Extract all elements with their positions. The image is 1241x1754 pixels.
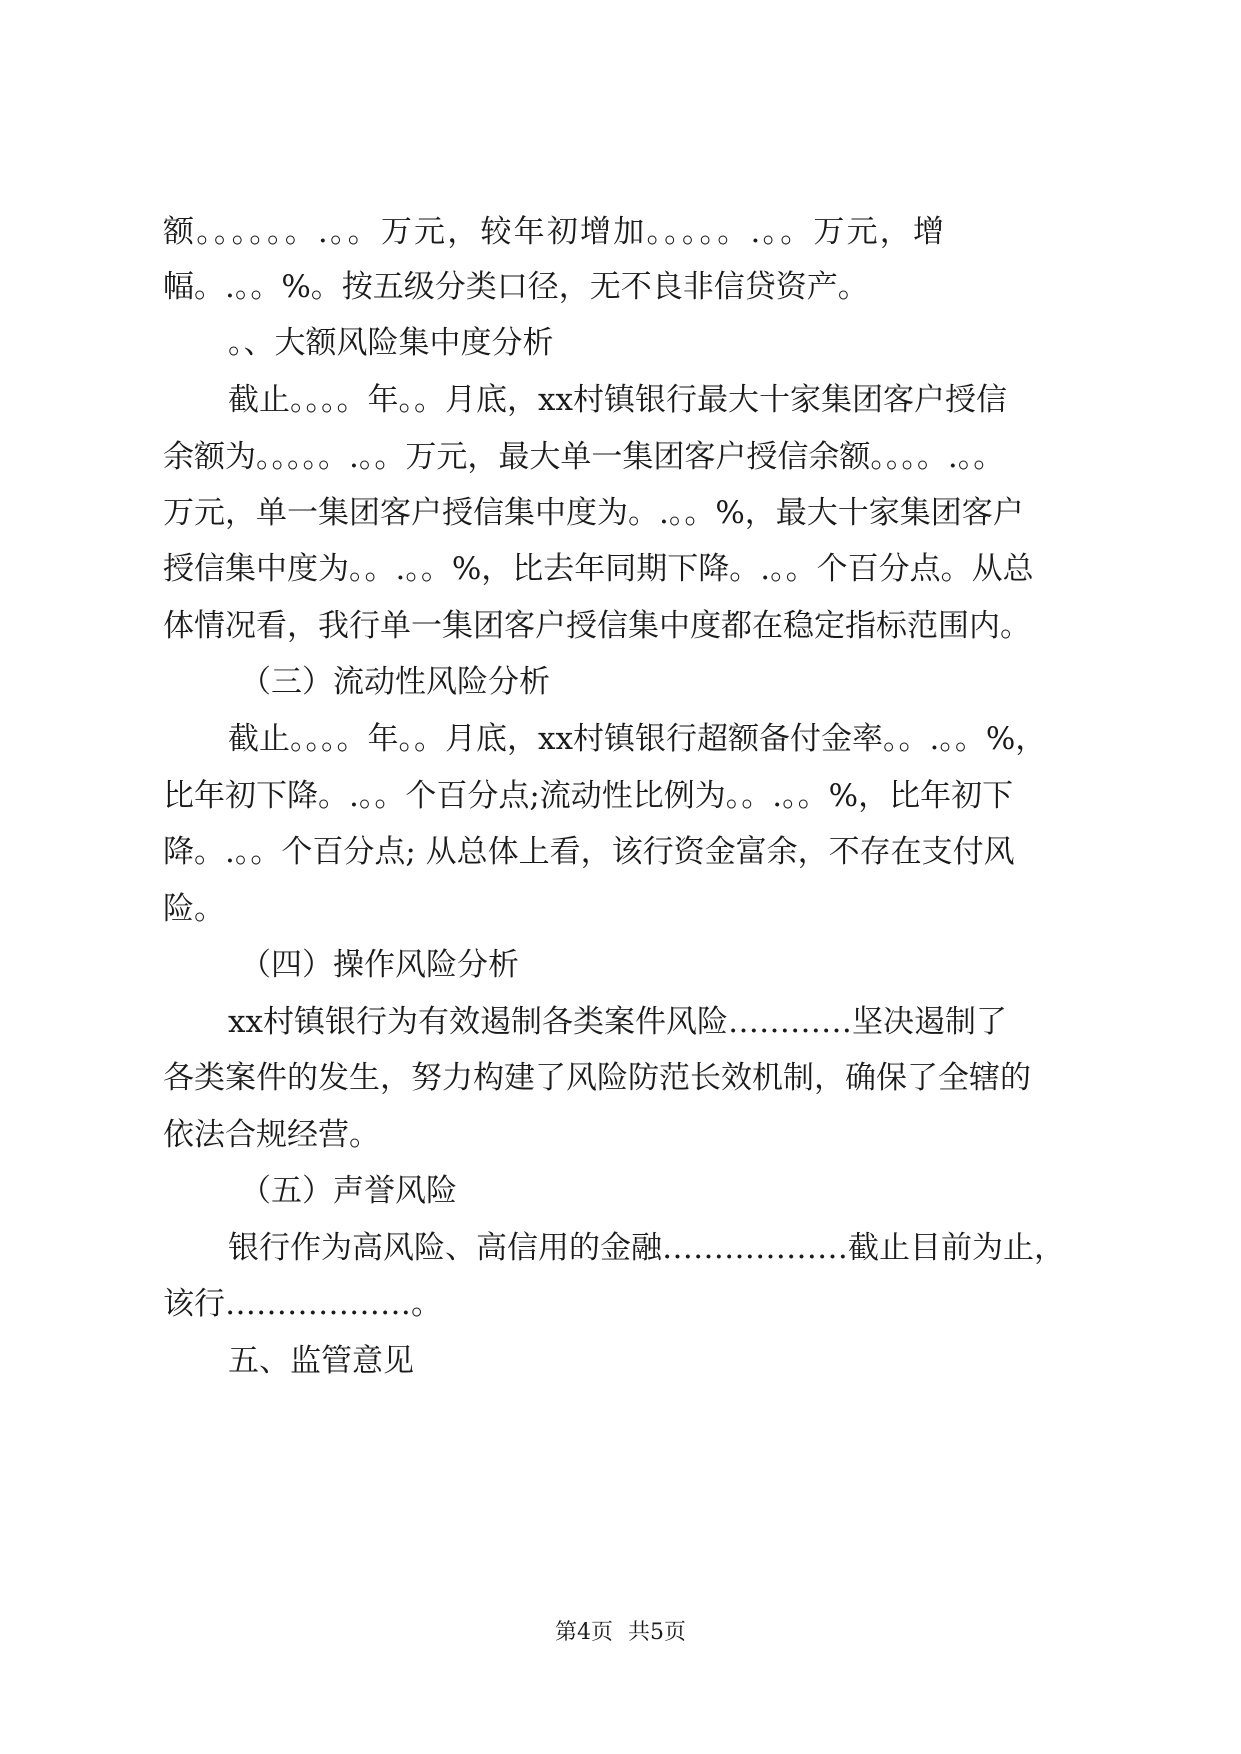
paragraph-line: 幅。.。。%。按五级分类口径，无不良非信贷资产。 [163, 269, 869, 305]
paragraph-line: 各类案件的发生，努力构建了风险防范长效机制，确保了全辖的 [163, 1060, 1031, 1096]
page-footer [0, 1618, 1241, 1648]
paragraph-line: 依法合规经营。 [163, 1117, 380, 1153]
paragraph-line: 授信集中度为。。.。。%，比去年同期下降。.。。个百分点。从总 [163, 551, 1034, 587]
paragraph-line: 余额为。。。。。.。。万元，最大单一集团客户授信余额。。。。.。。 [163, 439, 1005, 475]
paragraph-line: 万元，单一集团客户授信集中度为。.。。%，最大十家集团客户 [163, 495, 1024, 531]
paragraph-line: 该行………………。 [163, 1286, 442, 1322]
page-total: 共5页 [628, 1620, 686, 1645]
paragraph-line: 体情况看，我行单一集团客户授信集中度都在稳定指标范围内。 [163, 608, 1031, 644]
paragraph-line: xx村镇银行为有效遏制各类案件风险…………坚决遏制了 [228, 1004, 1007, 1040]
section-heading: 。、大额风险集中度分析 [228, 325, 554, 361]
paragraph-line: 比年初下降。.。。个百分点;流动性比例为。。.。。%，比年初下 [163, 778, 1014, 814]
paragraph-line: 额。。。。。。.。。万元，较年初增加。。。。。.。。万元，增 [163, 214, 947, 250]
section-heading: 五、监管意见 [228, 1343, 414, 1379]
paragraph-line: 银行作为高风险、高信用的金融………………截止目前为止， [228, 1230, 1065, 1266]
paragraph-line: 降。.。。个百分点; 从总体上看，该行资金富余，不存在支付风 [163, 834, 1015, 870]
paragraph-line: 截止。。。。年。。月底，xx村镇银行最大十家集团客户授信 [228, 382, 1007, 418]
page-number: 第4页 [555, 1620, 613, 1645]
section-heading: （五）声誉风险 [240, 1173, 457, 1209]
paragraph-line: 截止。。。。年。。月底，xx村镇银行超额备付金率。。.。。%， [228, 721, 1047, 757]
section-heading: （三）流动性风险分析 [240, 664, 550, 700]
section-heading: （四）操作风险分析 [240, 947, 519, 983]
paragraph-line: 险。 [163, 891, 225, 927]
